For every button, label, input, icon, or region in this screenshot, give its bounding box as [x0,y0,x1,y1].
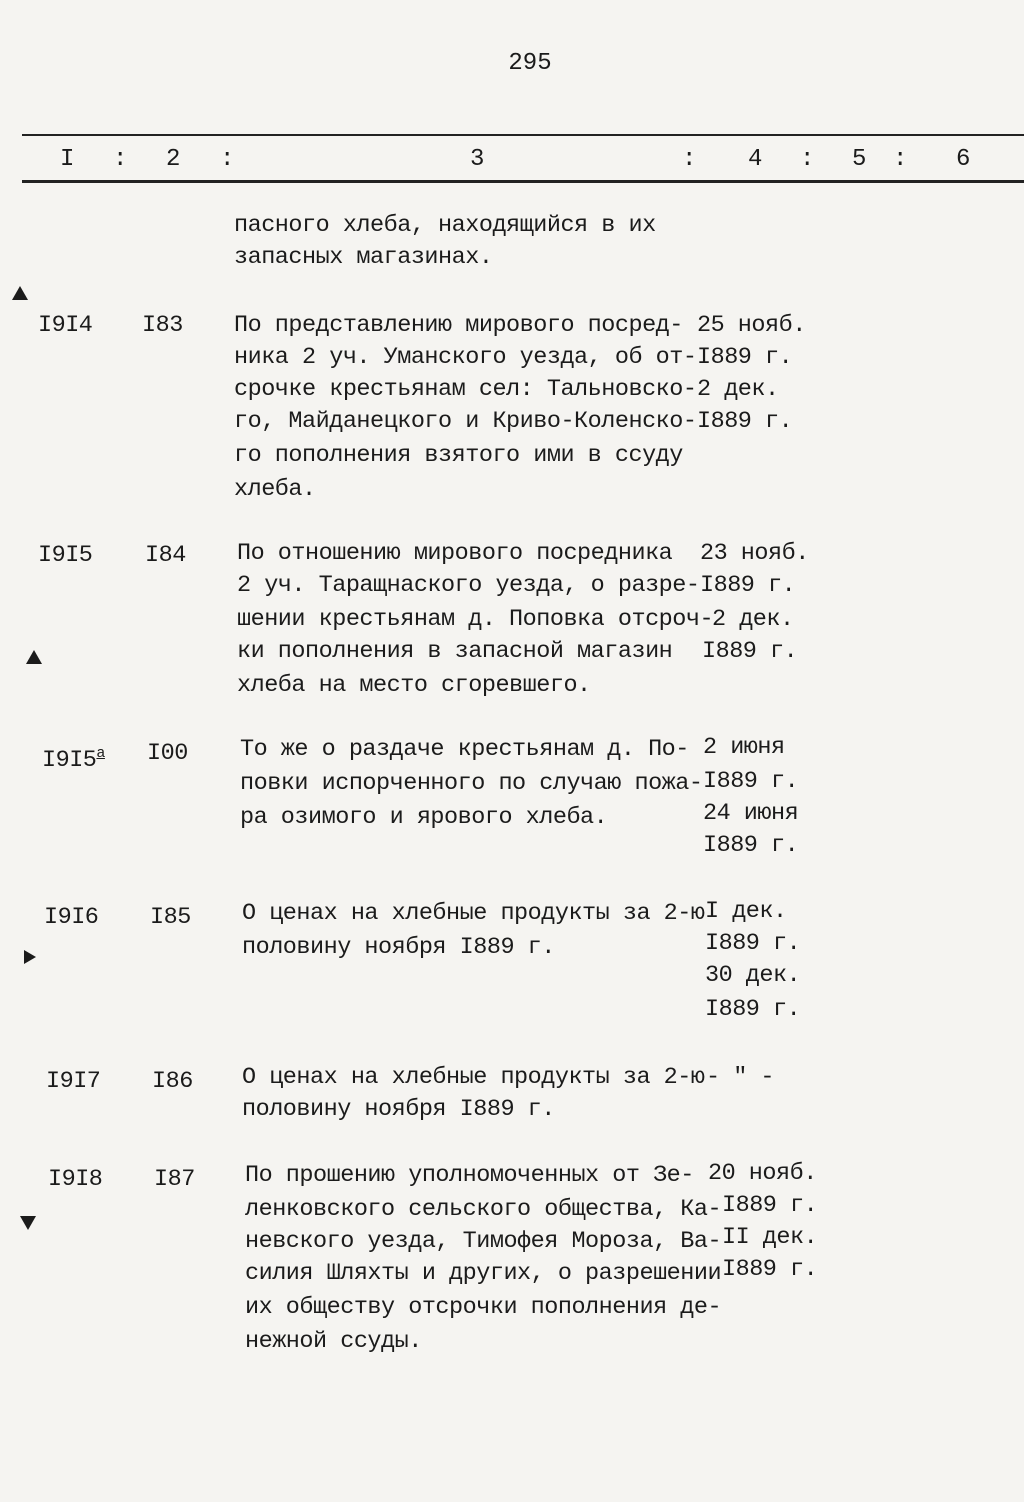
binding-mark-icon [20,1216,36,1230]
description-line: срочке крестьянам сел: Тальновско- [234,376,697,403]
description-line: ленковского сельского общества, Ка- [245,1196,722,1223]
col-header-6: 6 [956,146,971,173]
date-line: I889 г. [703,832,799,859]
date-line: 30 дек. [705,962,801,989]
sheet-number: I87 [154,1166,195,1193]
col-separator: : [220,146,235,173]
date-line: I889 г. [705,996,801,1023]
continuation-line: запасных магазинах. [234,244,493,271]
date-line: 20 нояб. [708,1160,817,1187]
col-separator: : [682,146,697,173]
description-line: ра озимого и ярового хлеба. [240,804,608,831]
date-line: II дек. [722,1224,818,1251]
description-line: силия Шляхты и других, о разрешении [245,1260,722,1287]
entry-number: $I9I5^а$ [42,745,105,774]
description-line: го пополнения взятого ими в ссуду [234,442,683,469]
date-line: I889 г. [703,768,799,795]
entry-number-suffix: а [96,745,105,762]
date-line: 25 нояб. [697,312,806,339]
description-line: половину ноября I889 г. [242,1096,555,1123]
col-header-3: 3 [470,146,485,173]
date-line: 2 дек. [712,606,794,633]
description-line: хлеба. [234,476,316,503]
date-line: I889 г. [697,408,793,435]
col-separator: : [113,146,128,173]
date-line: I889 г. [700,572,796,599]
description-line: По прошению уполномоченных от Зе- [245,1162,694,1189]
description-line: хлеба на место сгоревшего. [237,672,591,699]
description-line: половину ноября I889 г. [242,934,555,961]
description-line: нежной ссуды. [245,1328,422,1355]
description-line: То же о раздаче крестьянам д. По- [240,736,689,763]
date-line: I889 г. [697,344,793,371]
entry-number: I9I8 [48,1166,103,1193]
description-line: невского уезда, Тимофея Мороза, Ва- [245,1228,722,1255]
date-line: I889 г. [702,638,798,665]
col-header-4: 4 [748,146,763,173]
description-line: ки пополнения в запасной магазин [237,638,673,665]
description-line: их обществу отсрочки пополнения де- [245,1294,722,1321]
date-line: 23 нояб. [700,540,809,567]
description-line: ника 2 уч. Уманского уезда, об от- [234,344,697,371]
entry-number: I9I5 [38,542,93,569]
sheet-number: I83 [142,312,183,339]
continuation-line: пасного хлеба, находящийся в их [234,212,656,239]
date-line: 24 июня [703,800,799,827]
header-rule-bottom [22,180,1024,183]
binding-mark-icon [24,950,36,964]
col-header-1: I [60,146,75,173]
date-line: 2 дек. [697,376,779,403]
date-line: I889 г. [722,1256,818,1283]
description-line: шении крестьянам д. Поповка отсроч- [237,606,714,633]
description-line: По отношению мирового посредника [237,540,673,567]
description-line: 2 уч. Таращнаского уезда, о разре- [237,572,700,599]
entry-number: I9I6 [44,904,99,931]
description-line: По представлению мирового посред- [234,312,683,339]
description-line: О ценах на хлебные продукты за 2-ю [242,1064,705,1091]
col-header-2: 2 [166,146,181,173]
page-number: 295 [508,50,552,77]
sheet-number: I00 [147,740,188,767]
date-line: 2 июня [703,734,785,761]
entry-number: I9I7 [46,1068,101,1095]
date-line: I889 г. [722,1192,818,1219]
sheet-number: I86 [152,1068,193,1095]
entry-number: I9I4 [38,312,93,339]
binding-mark-icon [12,286,28,300]
date-line: I дек. [705,898,787,925]
sheet-number: I85 [150,904,191,931]
col-separator: : [800,146,815,173]
description-line: го, Майданецкого и Криво-Коленско- [234,408,697,435]
description-line: О ценах на хлебные продукты за 2-ю [242,900,705,927]
date-line: - " - [706,1064,775,1091]
header-rule-top [22,134,1024,136]
date-line: I889 г. [705,930,801,957]
col-header-5: 5 [852,146,867,173]
description-line: повки испорченного по случаю пожа- [240,770,703,797]
binding-mark-icon [26,650,42,664]
col-separator: : [893,146,908,173]
sheet-number: I84 [145,542,186,569]
